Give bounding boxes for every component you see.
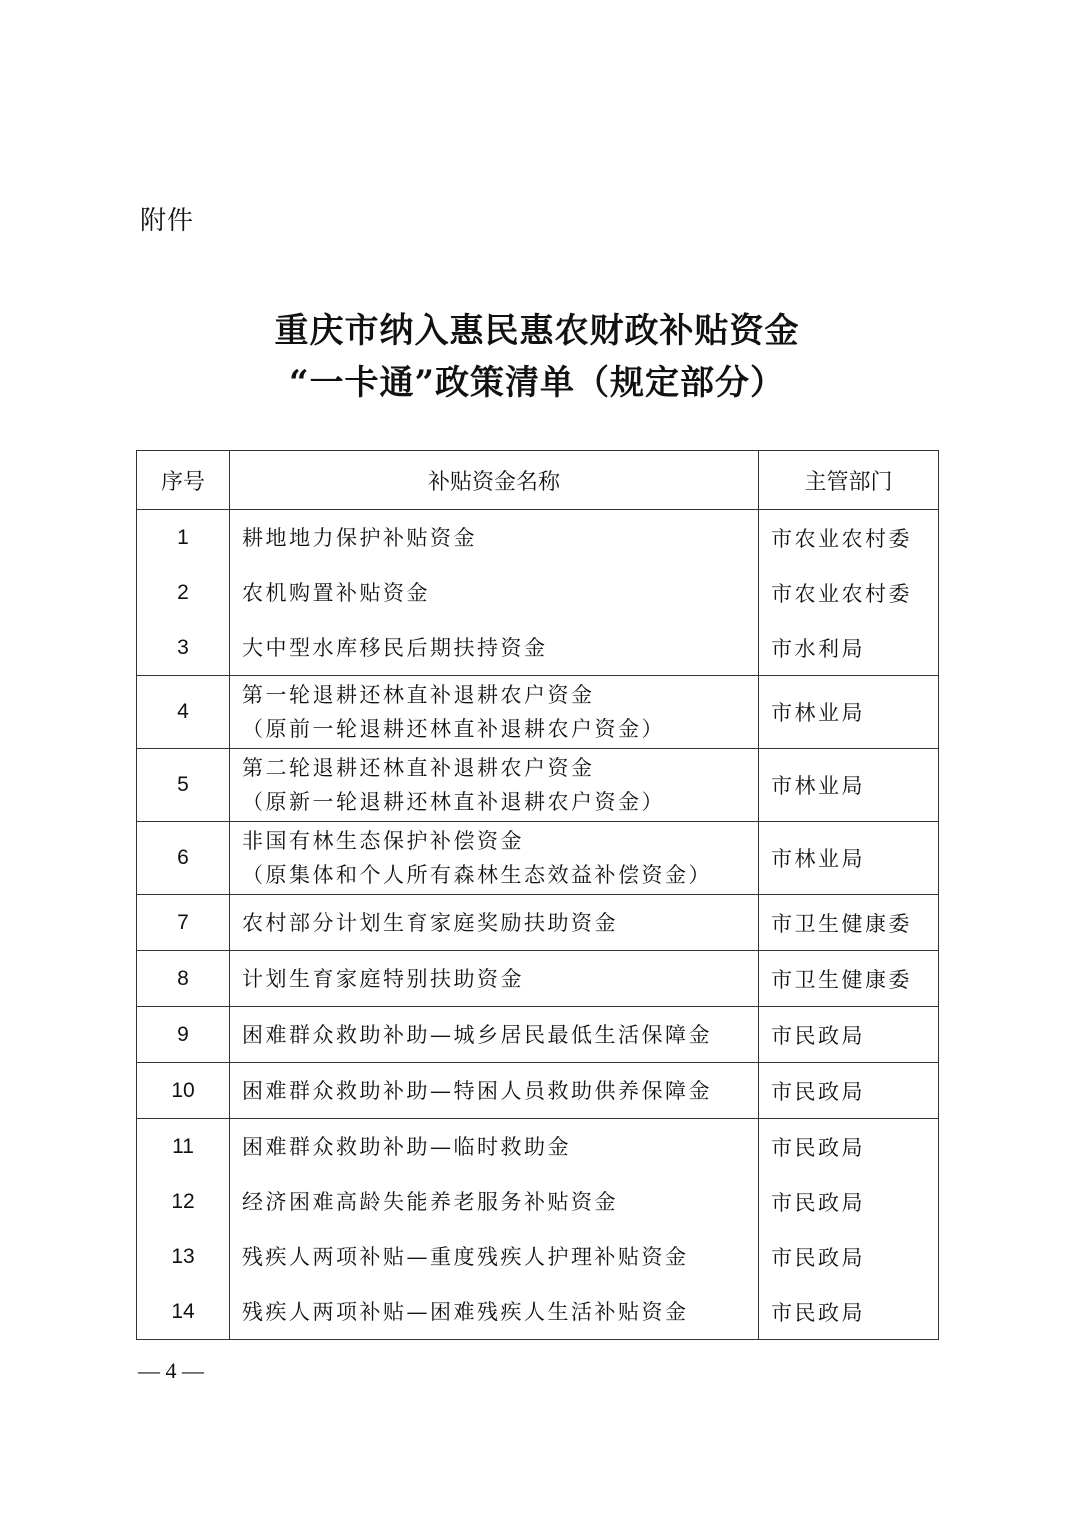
row-index: 7 xyxy=(137,895,230,951)
row-name-line1: 经济困难高龄失能养老服务补贴资金 xyxy=(242,1189,618,1214)
row-index: 8 xyxy=(137,951,230,1007)
row-name-line1: 残疾人两项补贴—重度残疾人护理补贴资金 xyxy=(242,1244,689,1269)
header-name: 补贴资金名称 xyxy=(230,451,759,510)
row-index: 3 xyxy=(137,620,230,676)
row-index: 14 xyxy=(137,1284,230,1340)
row-name-line1: 困难群众救助补助—特困人员救助供养保障金 xyxy=(242,1078,712,1103)
header-index: 序号 xyxy=(137,451,230,510)
table-row xyxy=(137,620,939,676)
table-row xyxy=(137,1174,939,1229)
row-name-line1: 困难群众救助补助—临时救助金 xyxy=(242,1134,571,1159)
row-index: 1 xyxy=(137,510,230,566)
row-name xyxy=(230,1174,759,1229)
row-index: 9 xyxy=(137,1007,230,1063)
table-row xyxy=(137,510,939,566)
table-row xyxy=(137,565,939,620)
row-index: 12 xyxy=(137,1174,230,1229)
row-name-line1: 非国有林生态保护补偿资金 xyxy=(242,829,524,853)
row-department: 市农业农村委 xyxy=(759,510,939,566)
document-title-line2: “一卡通”政策清单（规定部分） xyxy=(288,363,786,403)
document-title-line1: 重庆市纳入惠民惠农财政补贴资金 xyxy=(274,311,800,351)
table-row xyxy=(137,1119,939,1175)
row-name-line2: （原新一轮退耕还林直补退耕农户资金） xyxy=(242,790,665,814)
row-department: 市卫生健康委 xyxy=(759,951,939,1007)
row-index: 13 xyxy=(137,1229,230,1284)
row-name xyxy=(230,822,759,895)
row-index: 4 xyxy=(137,676,230,749)
row-index: 11 xyxy=(137,1119,230,1175)
row-department: 市林业局 xyxy=(759,676,939,749)
row-department: 市林业局 xyxy=(759,749,939,822)
row-name xyxy=(230,1229,759,1284)
row-name-line1: 农村部分计划生育家庭奖励扶助资金 xyxy=(242,910,618,935)
row-name xyxy=(230,951,759,1007)
row-index: 2 xyxy=(137,565,230,620)
table-row xyxy=(137,1007,939,1063)
row-department: 市民政局 xyxy=(759,1119,939,1175)
page-number: — 4 — xyxy=(138,1358,204,1383)
row-department: 市卫生健康委 xyxy=(759,895,939,951)
table-row xyxy=(137,1063,939,1119)
row-index: 6 xyxy=(137,822,230,895)
row-name-line1: 困难群众救助补助—城乡居民最低生活保障金 xyxy=(242,1022,712,1047)
row-name-line1: 残疾人两项补贴—困难残疾人生活补贴资金 xyxy=(242,1299,689,1324)
row-name xyxy=(230,1063,759,1119)
table-row xyxy=(137,676,939,749)
row-department: 市民政局 xyxy=(759,1007,939,1063)
row-department: 市民政局 xyxy=(759,1174,939,1229)
attachment-label: 附件 xyxy=(140,206,195,236)
row-name-line1: 第一轮退耕还林直补退耕农户资金 xyxy=(242,683,595,707)
row-name xyxy=(230,676,759,749)
row-name-line1: 大中型水库移民后期扶持资金 xyxy=(242,635,548,660)
row-name-line1: 农机购置补贴资金 xyxy=(242,580,430,605)
row-department: 市农业农村委 xyxy=(759,565,939,620)
table-row xyxy=(137,822,939,895)
table-row xyxy=(137,749,939,822)
row-name xyxy=(230,1007,759,1063)
row-name-line1: 第二轮退耕还林直补退耕农户资金 xyxy=(242,756,595,780)
row-index: 10 xyxy=(137,1063,230,1119)
row-department: 市民政局 xyxy=(759,1284,939,1340)
row-department: 市民政局 xyxy=(759,1229,939,1284)
table-row xyxy=(137,1284,939,1340)
header-department: 主管部门 xyxy=(759,451,939,510)
row-name xyxy=(230,895,759,951)
row-department: 市林业局 xyxy=(759,822,939,895)
row-department: 市民政局 xyxy=(759,1063,939,1119)
row-name-line1: 耕地地力保护补贴资金 xyxy=(242,525,477,550)
row-name-line2: （原前一轮退耕还林直补退耕农户资金） xyxy=(242,717,665,741)
row-name-line1: 计划生育家庭特别扶助资金 xyxy=(242,966,524,991)
row-index: 5 xyxy=(137,749,230,822)
policy-table xyxy=(136,450,939,1340)
row-name xyxy=(230,1119,759,1175)
table-row xyxy=(137,951,939,1007)
row-name xyxy=(230,510,759,566)
table-row xyxy=(137,895,939,951)
table-header-row xyxy=(137,451,939,510)
row-name xyxy=(230,749,759,822)
table-row xyxy=(137,1229,939,1284)
row-name xyxy=(230,620,759,676)
row-name xyxy=(230,565,759,620)
row-name-line2: （原集体和个人所有森林生态效益补偿资金） xyxy=(242,863,712,887)
row-name xyxy=(230,1284,759,1340)
row-department: 市水利局 xyxy=(759,620,939,676)
